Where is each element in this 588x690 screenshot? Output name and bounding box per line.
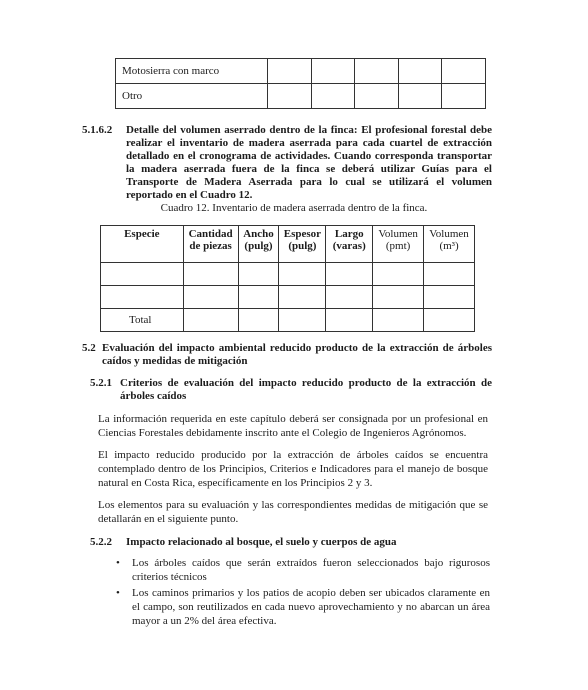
table-cell [311, 84, 355, 109]
equipment-table [115, 58, 486, 109]
col-header: Volumen (m³) [424, 226, 475, 263]
list-item [116, 556, 490, 584]
table-cell-label: Otro [116, 84, 268, 109]
list-item [116, 586, 490, 628]
section-lead: Detalle del volumen aserrado dentro de la finca: [126, 124, 358, 136]
table-header-row [101, 226, 475, 263]
section-body [126, 124, 492, 202]
total-label: Total [101, 309, 184, 332]
table-cell [279, 286, 326, 309]
table-cell [373, 263, 424, 286]
col-header: Espesor (pulg) [279, 226, 326, 263]
col-header: Volumen (pmt) [373, 226, 424, 263]
section-title: Impacto relacionado al bosque, el suelo y cuerpos de agua [126, 536, 397, 548]
table-cell [183, 263, 238, 286]
table-cell [373, 286, 424, 309]
section-title: Evaluación del impacto ambiental reducido producto de la extracción de árboles caídos y medidas de mitigación [102, 342, 492, 367]
col-header: Largo (varas) [326, 226, 373, 263]
section-5-2-1 [90, 377, 492, 405]
section-5-1-6-2 [82, 124, 493, 201]
table-cell [279, 263, 326, 286]
table-cell [355, 59, 399, 84]
section-text: El profesional forestal debe realizar el inventario de madera aserrada para cada cuartel de extracción detallado en el cronograma de actividades. Cuando corresponda transportar la madera aserrada fuera de la finca se deberá utilizar Guías para el Transporte de Madera Aserrada para lo cual se utilizará el volumen reportado en el Cuadro 12. [126, 124, 493, 201]
list-item-text: Los caminos primarios y los patios de acopio deben ser ubicados claramente en el campo, son reutilizados en cada nuevo aprovechamiento y no abarcan un área mayor a un 2% del área efectiva. [132, 587, 490, 627]
table-cell [279, 309, 326, 332]
table-cell [326, 309, 373, 332]
table-cell [424, 263, 475, 286]
table-caption: Cuadro 12. Inventario de madera aserrada dentro de la finca. [160, 202, 428, 214]
section-title: Criterios de evaluación del impacto reducido producto de la extracción de árboles caídos [120, 377, 492, 402]
section-number: 5.2 [82, 342, 96, 354]
bullet-icon: • [116, 587, 120, 599]
table-row [101, 263, 475, 286]
table-cell [398, 59, 442, 84]
bullet-list [116, 556, 490, 630]
table-cell [442, 59, 486, 84]
inventory-table [100, 225, 475, 332]
table-row [101, 286, 475, 309]
table-cell [355, 84, 399, 109]
table-cell [311, 59, 355, 84]
section-5-2-2 [90, 536, 492, 550]
bullet-icon: • [116, 557, 120, 569]
table-row [116, 59, 486, 84]
table-cell [183, 309, 238, 332]
table-cell [101, 286, 184, 309]
table-cell [424, 309, 475, 332]
table-cell [398, 84, 442, 109]
table-cell [238, 309, 279, 332]
paragraph: El impacto reducido producido por la extracción de árboles caídos se encuentra contemplado dentro de los Principios, Criterios e Indicadores para el manejo de bosque natural en Costa Rica, específicamente en los Principios 2 y 3. [98, 449, 488, 489]
table-cell [442, 84, 486, 109]
col-header: Ancho (pulg) [238, 226, 279, 263]
section-number: 5.2.1 [90, 377, 112, 389]
col-header: Especie [101, 226, 184, 263]
paragraph: La información requerida en este capítulo deberá ser consignada por un profesional en Ciencias Forestales debidamente inscrito ante el Colegio de Ingenieros Agrónomos. [98, 413, 488, 439]
table-cell [238, 263, 279, 286]
table-cell [101, 263, 184, 286]
table-cell [268, 84, 312, 109]
table-row [116, 84, 486, 109]
table-cell [238, 286, 279, 309]
table-cell [424, 286, 475, 309]
paragraph: Los elementos para su evaluación y las correspondientes medidas de mitigación que se detallarán en el siguiente punto. [98, 499, 488, 525]
table-cell [183, 286, 238, 309]
table-cell [268, 59, 312, 84]
table-cell-label: Motosierra con marco [116, 59, 268, 84]
col-header: Cantidad de piezas [183, 226, 238, 263]
section-number: 5.2.2 [90, 536, 112, 548]
list-item-text: Los árboles caídos que serán extraídos fueron seleccionados bajo rigurosos criterios técnicos [132, 557, 490, 583]
table-cell [373, 309, 424, 332]
table-row-total [101, 309, 475, 332]
section-5-2 [82, 342, 492, 370]
table-cell [326, 286, 373, 309]
section-number: 5.1.6.2 [82, 124, 113, 136]
table-cell [326, 263, 373, 286]
